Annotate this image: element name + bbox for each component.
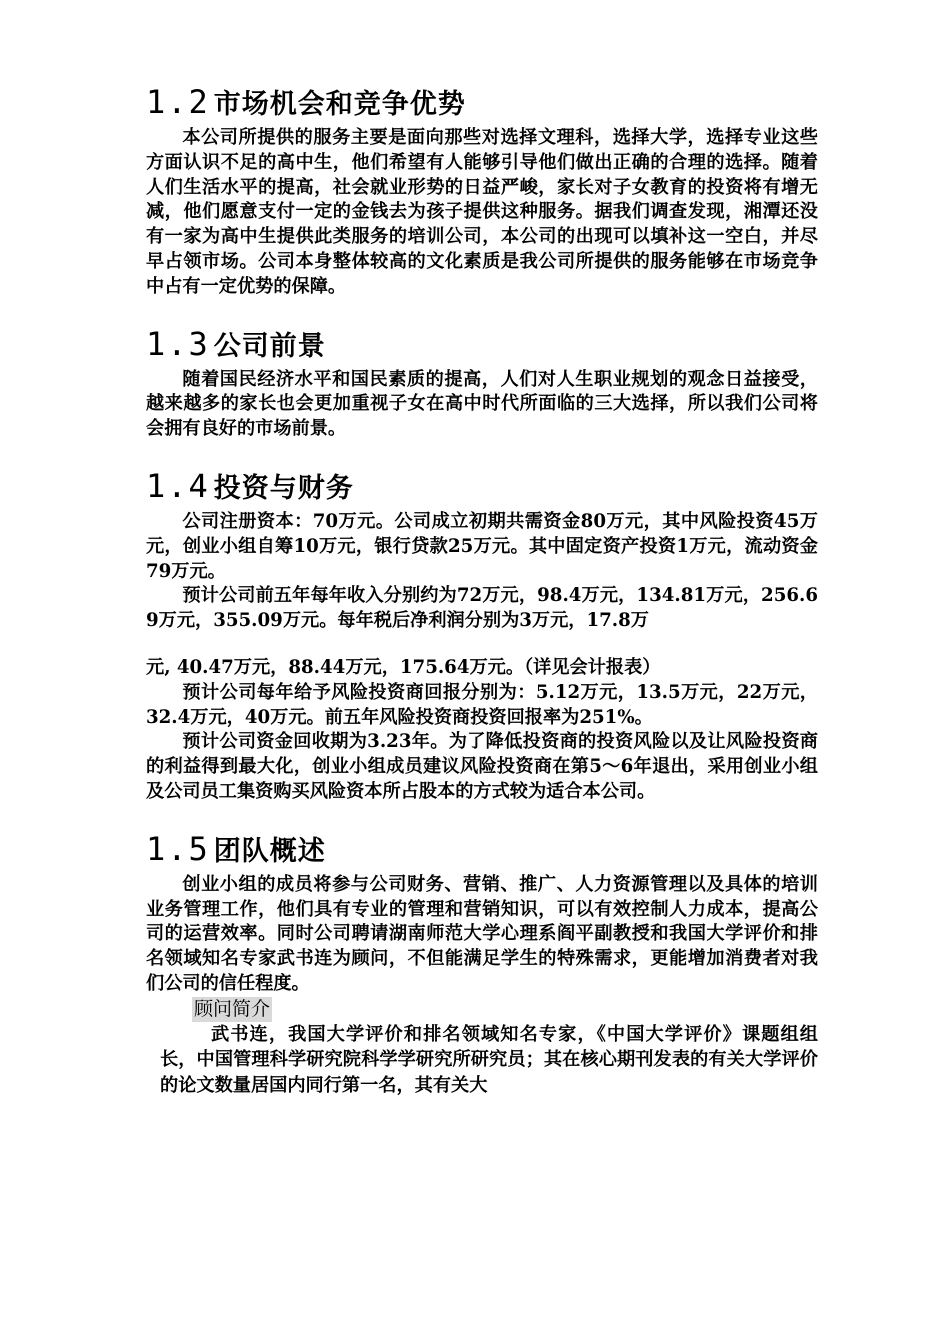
section-number: 1.4 bbox=[146, 466, 210, 505]
paragraph: 预计公司每年给予风险投资商回报分别为：5.12万元，13.5万元，22万元，32.4万元，40万元。前五年风险投资商投资回报率为251%。 bbox=[146, 681, 818, 728]
section-heading bbox=[146, 829, 818, 873]
advisor-intro-label: 顾问简介 bbox=[194, 997, 271, 1020]
section-company-outlook bbox=[146, 324, 818, 442]
document-body bbox=[146, 82, 818, 1098]
paragraph: 本公司所提供的服务主要是面向那些对选择文理科，选择大学，选择专业这些方面认识不足的高中生，他们希望有人能够引导他们做出正确的合理的选择。随着人们生活水平的提高，社会就业形势的日益严峻，家长对子女教育的投资将有增无减，他们愿意支付一定的金钱去为孩子提供这种服务。据我们调查发现，湘潭还没有一家为高中生提供此类服务的培训公司，本公司的出现可以填补这一空白，并尽早占领市场。公司本身整体较高的文化素质是我公司所提供的服务能够在市场竞争中占有一定优势的保障。 bbox=[146, 127, 818, 297]
paragraph: 随着国民经济水平和国民素质的提高，人们对人生职业规划的观念日益接受，越来越多的家长也会更加重视子女在高中时代所面临的三大选择，所以我们公司将会拥有良好的市场前景。 bbox=[146, 368, 818, 440]
section-market-opportunity bbox=[146, 82, 818, 300]
section-number: 1.5 bbox=[146, 829, 210, 868]
section-title: 投资与财务 bbox=[213, 472, 354, 504]
section-title: 公司前景 bbox=[213, 330, 326, 362]
section-number: 1.2 bbox=[146, 83, 210, 121]
section-number: 1.3 bbox=[146, 324, 210, 363]
section-heading bbox=[146, 324, 818, 368]
advisor-paragraph: 武书连，我国大学评价和排名领域知名专家，《中国大学评价》课题组组长，中国管理科学研究院科学学研究所研究员；其在核心期刊发表的有关大学评价的论文数量居国内同行第一名，其有关大 bbox=[160, 1023, 818, 1096]
section-investment-finance bbox=[146, 466, 818, 805]
section-title: 团队概述 bbox=[213, 835, 326, 867]
section-title: 市场机会和竞争优势 bbox=[213, 89, 466, 120]
paragraph: 元, 40.47万元，88.44万元，175.64万元。（详见会计报表） bbox=[146, 656, 661, 678]
section-team-overview bbox=[146, 829, 818, 1098]
paragraph: 预计公司前五年每年收入分别约为72万元，98.4万元，134.81万元，256.69万元，355.09万元。每年税后净利润分别为3万元，17.8万 bbox=[146, 585, 818, 632]
section-heading bbox=[146, 466, 818, 510]
section-heading bbox=[146, 82, 818, 126]
paragraph: 创业小组的成员将参与公司财务、营销、推广、人力资源管理以及具体的培训业务管理工作，他们具有专业的管理和营销知识，可以有效控制人力成本，提高公司的运营效率。同时公司聘请湖南师范大学心理系阎平副教授和我国大学评价和排名领域知名专家武书连为顾问，不但能满足学生的特殊需求，更能增加消费者对我们公司的信任程度。 bbox=[146, 873, 818, 994]
paragraph: 预计公司资金回收期为3.23年。为了降低投资商的投资风险以及让风险投资商的利益得到最大化，创业小组成员建议风险投资商在第5～6年退出，采用创业小组及公司员工集资购买风险资本所占股本的方式较为适合本公司。 bbox=[146, 731, 818, 802]
paragraph: 公司注册资本：70万元。公司成立初期共需资金80万元，其中风险投资45万元，创业小组自筹10万元，银行贷款25万元。其中固定资产投资1万元，流动资金79万元。 bbox=[146, 510, 818, 582]
